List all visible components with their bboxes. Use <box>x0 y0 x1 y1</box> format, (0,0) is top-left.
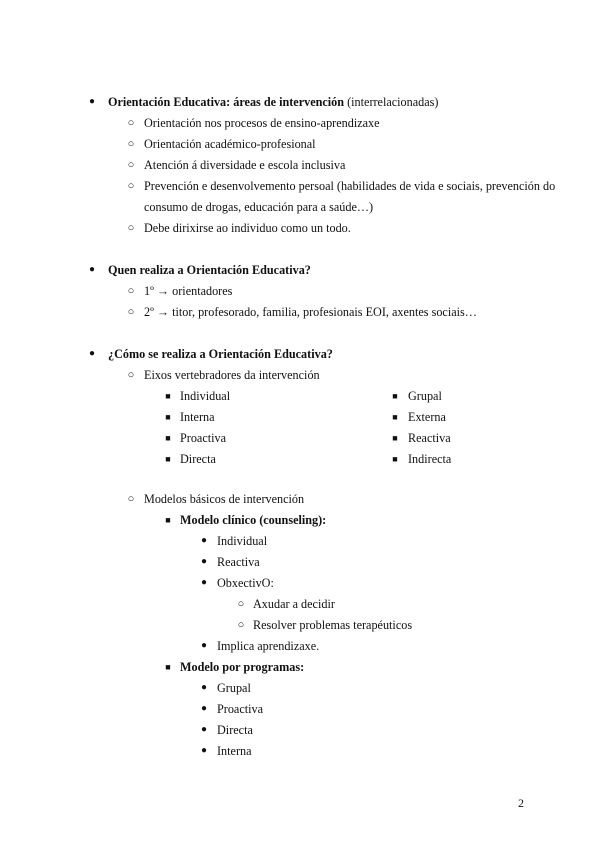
circle-bullet-icon: ○ <box>127 138 135 150</box>
objective-item: Axudar a decidir <box>253 597 335 611</box>
list-item-continuation: consumo de drogas, educación para a saúde…) <box>144 200 374 214</box>
circle-bullet-icon: ○ <box>127 369 135 381</box>
bullet-icon: ● <box>88 96 96 107</box>
circle-bullet-icon: ○ <box>127 222 135 234</box>
bullet-icon: ● <box>88 348 96 359</box>
objective-item: Resolver problemas terapéuticos <box>253 618 413 632</box>
list-item: 1º → orientadores <box>144 284 233 298</box>
heading-suffix: (interrelacionadas) <box>344 95 439 109</box>
list-item: Orientación nos procesos de ensino-aprendizaxe <box>144 116 380 130</box>
bullet-icon: ● <box>200 535 208 546</box>
list-item: Prevención e desenvolvemento persoal (habilidades de vida e sociais, prevención do <box>144 179 556 193</box>
bullet-icon: ● <box>200 682 208 693</box>
circle-bullet-icon: ○ <box>127 159 135 171</box>
model-item: Interna <box>217 744 252 758</box>
square-bullet-icon: ■ <box>392 454 398 464</box>
circle-bullet-icon: ○ <box>127 117 135 129</box>
square-bullet-icon: ■ <box>165 391 171 401</box>
section-heading <box>108 94 438 110</box>
model-item: ObxectivO: <box>217 576 274 590</box>
square-bullet-icon: ■ <box>392 412 398 422</box>
list-item: Debe dirixirse ao individuo como un todo. <box>144 221 351 235</box>
model-item: Proactiva <box>217 702 264 716</box>
model-item: Grupal <box>217 681 251 695</box>
section-heading <box>108 346 333 362</box>
circle-bullet-icon: ○ <box>127 493 135 505</box>
square-bullet-icon: ■ <box>165 412 171 422</box>
square-bullet-icon: ■ <box>165 433 171 443</box>
circle-bullet-icon: ○ <box>237 598 245 610</box>
axis-left: Individual <box>180 389 231 403</box>
axis-left: Interna <box>180 410 215 424</box>
bullet-icon: ● <box>200 724 208 735</box>
heading-bold: Quen realiza a Orientación Educativa? <box>108 263 311 277</box>
axis-right: Indirecta <box>408 452 452 466</box>
model-item: Individual <box>217 534 268 548</box>
model-title-text: Modelo por programas: <box>180 660 305 674</box>
model-item: Implica aprendizaxe. <box>217 639 320 653</box>
bullet-icon: ● <box>200 703 208 714</box>
section-heading <box>108 262 311 278</box>
bullet-icon: ● <box>88 264 96 275</box>
list-item: Atención á diversidade e escola inclusiva <box>144 158 346 172</box>
circle-bullet-icon: ○ <box>127 285 135 297</box>
bullet-icon: ● <box>200 556 208 567</box>
model-title-text: Modelo clínico (counseling): <box>180 513 327 527</box>
axis-left: Directa <box>180 452 216 466</box>
model-item: Reactiva <box>217 555 260 569</box>
bullet-icon: ● <box>200 745 208 756</box>
model-item: Directa <box>217 723 253 737</box>
square-bullet-icon: ■ <box>165 454 171 464</box>
bullet-icon: ● <box>200 577 208 588</box>
page-number: 2 <box>518 796 524 810</box>
circle-bullet-icon: ○ <box>127 180 135 192</box>
circle-bullet-icon: ○ <box>127 306 135 318</box>
bullet-icon: ● <box>200 640 208 651</box>
axis-right: Reactiva <box>408 431 451 445</box>
list-item: Eixos vertebradores da intervención <box>144 368 320 382</box>
model-title <box>180 512 326 528</box>
heading-bold: ¿Cómo se realiza a Orientación Educativa? <box>108 347 333 361</box>
axis-left: Proactiva <box>180 431 227 445</box>
axis-right: Grupal <box>408 389 442 403</box>
axis-right: Externa <box>408 410 446 424</box>
square-bullet-icon: ■ <box>392 433 398 443</box>
square-bullet-icon: ■ <box>392 391 398 401</box>
model-title <box>180 659 304 675</box>
list-item: Orientación académico-profesional <box>144 137 316 151</box>
list-item: 2º → titor, profesorado, familia, profesionais EOI, axentes sociais… <box>144 305 477 319</box>
circle-bullet-icon: ○ <box>237 619 245 631</box>
square-bullet-icon: ■ <box>165 662 171 672</box>
square-bullet-icon: ■ <box>165 515 171 525</box>
list-item: Modelos básicos de intervención <box>144 492 305 506</box>
heading-bold: Orientación Educativa: áreas de intervención <box>108 95 345 109</box>
